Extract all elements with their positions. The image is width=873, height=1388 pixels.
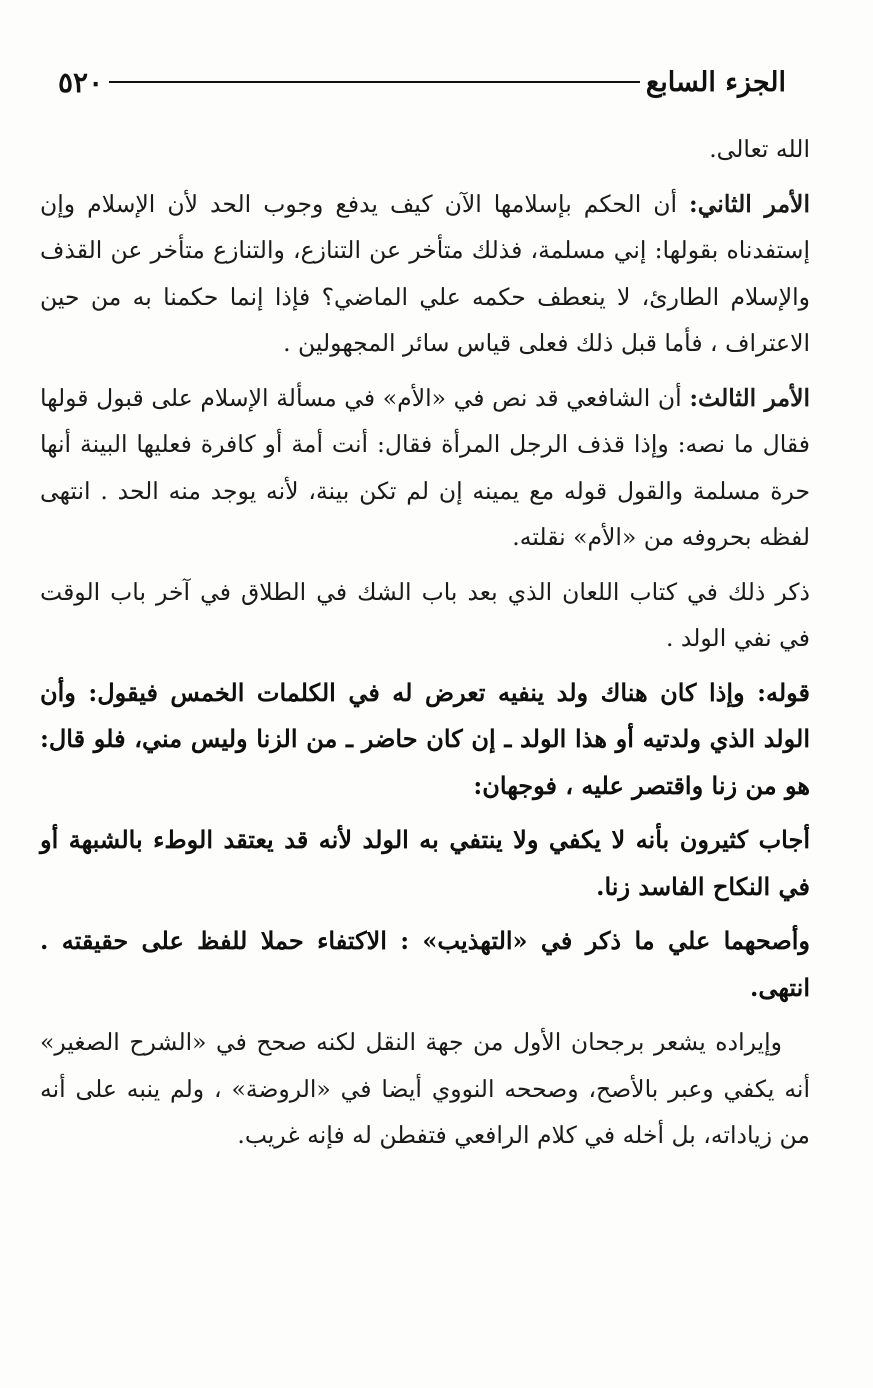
paragraph-2 bbox=[40, 181, 810, 367]
paragraph-2-text: أن الحكم بإسلامها الآن كيف يدفع وجوب الحد لأن الإسلام وإن إستفدناه بقولها: إني مسلمة، فذلك متأخر عن التنازع، والتنازع متأخر عن القذف والإسلام الطارئ، لا ينعطف حكمه علي الماضي؟ فإذا إنما حكمنا به من حين الاعتراف ، فأما قبل ذلك فعلى قياس سائر المجهولين . bbox=[40, 189, 810, 357]
page-header bbox=[36, 62, 808, 102]
paragraph-3 bbox=[40, 375, 810, 561]
paragraph-3-lead: الأمر الثالث: bbox=[689, 383, 810, 412]
page-number: ٥٢٠ bbox=[58, 65, 104, 99]
paragraph-7-quote: وأصحهما علي ما ذكر في «التهذيب» : الاكتفاء حملا للفظ على حقيقته . انتهى. bbox=[40, 926, 810, 1002]
body-text bbox=[40, 126, 810, 1167]
paragraph-3-text: أن الشافعي قد نص في «الأم» في مسألة الإسلام على قبول قولها فقال ما نصه: وإذا قذف الرجل المرأة فقال: أنت أمة أو كافرة فعليها البينة أنها حرة مسلمة والقول قوله مع يمينه إن لم تكن بينة، لأنه يوجد منه الحد . انتهى لفظه بحروفه من «الأم» نقلته. bbox=[40, 383, 810, 551]
paragraph-5-quote: قوله: وإذا كان هناك ولد ينفيه تعرض له في الكلمات الخمس فيقول: وأن الولد الذي ولدتيه أو هذا الولد ـ إن كان حاضر ـ من الزنا وليس مني، فلو قال: هو من زنا واقتصر عليه ، فوجهان: bbox=[40, 677, 810, 800]
running-title: الجزء السابع bbox=[645, 66, 786, 98]
paragraph-2-lead: الأمر الثاني: bbox=[689, 189, 810, 218]
paragraph-6-quote: أجاب كثيرون بأنه لا يكفي ولا ينتفي به الولد لأنه قد يعتقد الوطء بالشبهة أو في النكاح الفاسد زنا. bbox=[40, 825, 810, 901]
paragraph-1: الله تعالى. bbox=[709, 135, 810, 163]
header-rule bbox=[109, 81, 640, 83]
paragraph-8: وإيراده يشعر برجحان الأول من جهة النقل لكنه صحح في «الشرح الصغير» أنه يكفي وعبر بالأصح، وصححه النووي أيضا في «الروضة» ، ولم ينبه على أنه من زياداته، بل أخله في كلام الرافعي فتفطن له فإنه غريب. bbox=[40, 1028, 810, 1149]
paragraph-4: ذكر ذلك في كتاب اللعان الذي بعد باب الشك في الطلاق في آخر باب الوقت في نفي الولد . bbox=[40, 577, 810, 652]
